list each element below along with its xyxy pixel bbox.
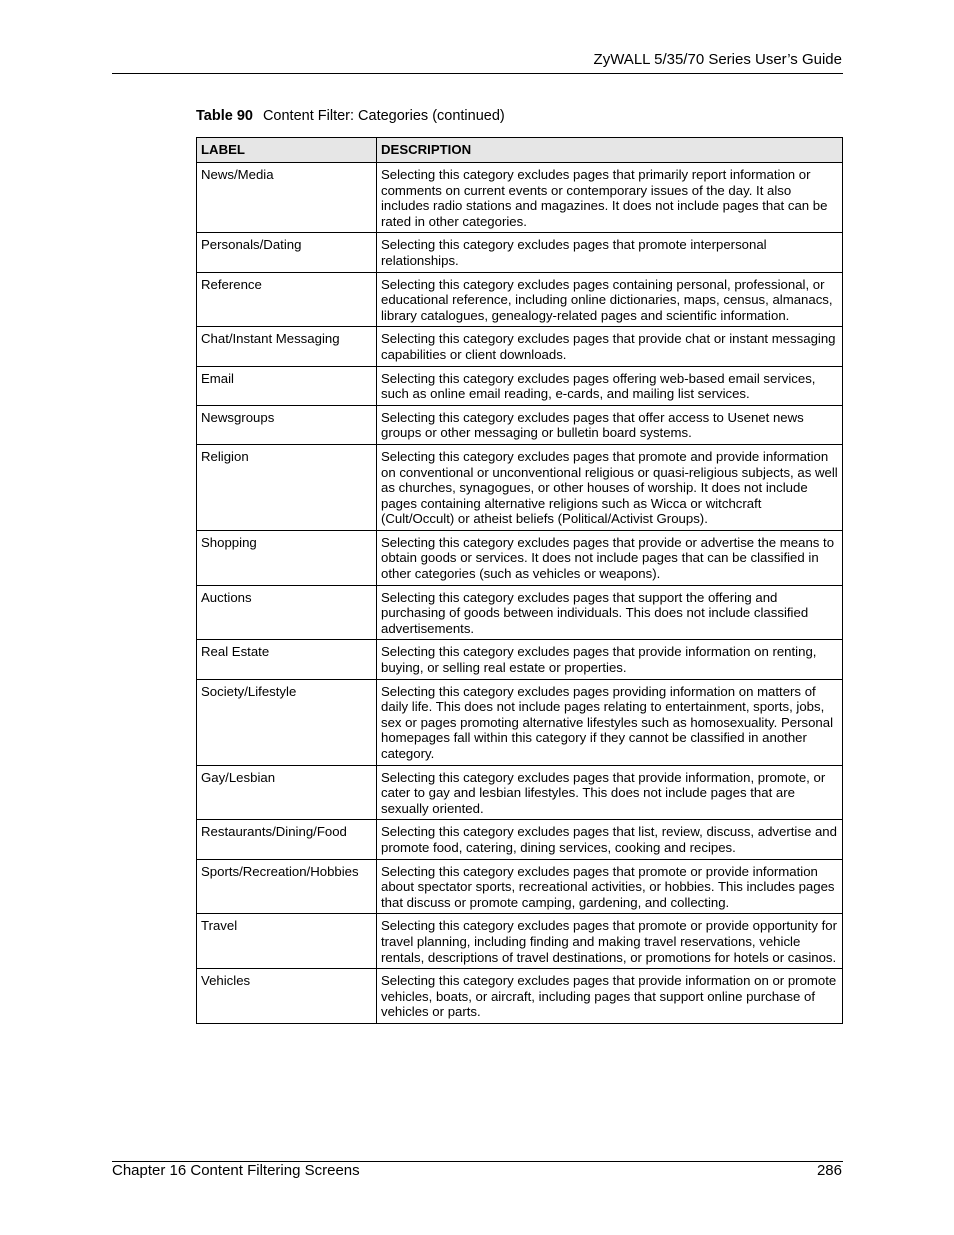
row-description: Selecting this category excludes pages that provide information, promote, or cater to gay and lesbian lifestyles. This does not include pages that are sexually oriented.: [377, 765, 843, 820]
row-description: Selecting this category excludes pages that promote or provide information about spectator sports, recreational activities, or hobbies. This includes pages that discuss or promote camping, gardening, and collecting.: [377, 859, 843, 914]
row-label: Personals/Dating: [197, 233, 377, 272]
row-description: Selecting this category excludes pages that support the offering and purchasing of goods between individuals. This does not include classified advertisements.: [377, 585, 843, 640]
column-header-description: DESCRIPTION: [377, 138, 843, 163]
row-description: Selecting this category excludes pages that promote or provide opportunity for travel planning, including finding and making travel reservations, vehicle rentals, descriptions of travel destinations, or promotions for hotels or casinos.: [377, 914, 843, 969]
row-label: Chat/Instant Messaging: [197, 327, 377, 366]
row-label: Sports/Recreation/Hobbies: [197, 859, 377, 914]
table-caption: [196, 108, 505, 124]
row-description: Selecting this category excludes pages that provide chat or instant messaging capabilities or client downloads.: [377, 327, 843, 366]
row-label: Real Estate: [197, 640, 377, 679]
row-label: Travel: [197, 914, 377, 969]
table-row: [197, 640, 843, 679]
row-description: Selecting this category excludes pages that provide information on or promote vehicles, boats, or aircraft, including pages that support online purchase of vehicles or parts.: [377, 969, 843, 1024]
row-description: Selecting this category excludes pages that offer access to Usenet news groups or other messaging or bulletin board systems.: [377, 405, 843, 444]
table-caption-label: Table 90: [196, 108, 253, 124]
table-row: [197, 859, 843, 914]
row-description: Selecting this category excludes pages that primarily report information or comments on current events or contemporary issues of the day. It also includes radio stations and magazines. It does not include pages that can be rated in other categories.: [377, 163, 843, 233]
row-label: Restaurants/Dining/Food: [197, 820, 377, 859]
row-label: Reference: [197, 272, 377, 327]
chapter-title: Chapter 16 Content Filtering Screens: [112, 1162, 360, 1179]
row-description: Selecting this category excludes pages offering web-based email services, such as online email reading, e-cards, and mailing list services.: [377, 366, 843, 405]
table-row: [197, 765, 843, 820]
content-filter-categories-table: [196, 137, 843, 1024]
table-row: [197, 444, 843, 530]
row-description: Selecting this category excludes pages providing information on matters of daily life. This does not include pages relating to entertainment, sports, jobs, sex or pages promoting alternative lifestyles such as homosexuality. Personal homepages fall within this category if they cannot be classified in another category.: [377, 679, 843, 765]
table-row: [197, 163, 843, 233]
row-label: Newsgroups: [197, 405, 377, 444]
table-row: [197, 366, 843, 405]
row-label: Email: [197, 366, 377, 405]
page-number: 286: [816, 1162, 842, 1179]
table-row: [197, 679, 843, 765]
table-row: [197, 820, 843, 859]
row-description: Selecting this category excludes pages containing personal, professional, or educational reference, including online dictionaries, maps, census, almanacs, library catalogues, genealogy-related pages and scientific information.: [377, 272, 843, 327]
row-label: Gay/Lesbian: [197, 765, 377, 820]
row-label: Society/Lifestyle: [197, 679, 377, 765]
row-description: Selecting this category excludes pages that promote and provide information on conventional or unconventional religious or quasi-religious subjects, as well as churches, synagogues, or other houses of worship. It does not include pages containing alternative religions such as Wicca or witchcraft (Cult/Occult) or atheist beliefs (Political/Activist Groups).: [377, 444, 843, 530]
table-row: [197, 530, 843, 585]
row-description: Selecting this category excludes pages that promote interpersonal relationships.: [377, 233, 843, 272]
table-row: [197, 585, 843, 640]
row-label: News/Media: [197, 163, 377, 233]
table-row: [197, 233, 843, 272]
row-label: Auctions: [197, 585, 377, 640]
row-label: Shopping: [197, 530, 377, 585]
column-header-label: LABEL: [197, 138, 377, 163]
header-divider: [112, 73, 843, 74]
table-header-row: [197, 138, 843, 163]
row-description: Selecting this category excludes pages that provide information on renting, buying, or selling real estate or properties.: [377, 640, 843, 679]
table-row: [197, 272, 843, 327]
row-label: Vehicles: [197, 969, 377, 1024]
table-row: [197, 327, 843, 366]
table-caption-text: Content Filter: Categories (continued): [262, 108, 505, 124]
guide-title: ZyWALL 5/35/70 Series User’s Guide: [593, 51, 842, 68]
row-description: Selecting this category excludes pages that list, review, discuss, advertise and promote food, catering, dining services, cooking and recipes.: [377, 820, 843, 859]
row-label: Religion: [197, 444, 377, 530]
table-row: [197, 969, 843, 1024]
table-row: [197, 914, 843, 969]
table-row: [197, 405, 843, 444]
row-description: Selecting this category excludes pages that provide or advertise the means to obtain goods or services. It does not include pages that can be classified in other categories (such as vehicles or weapons).: [377, 530, 843, 585]
